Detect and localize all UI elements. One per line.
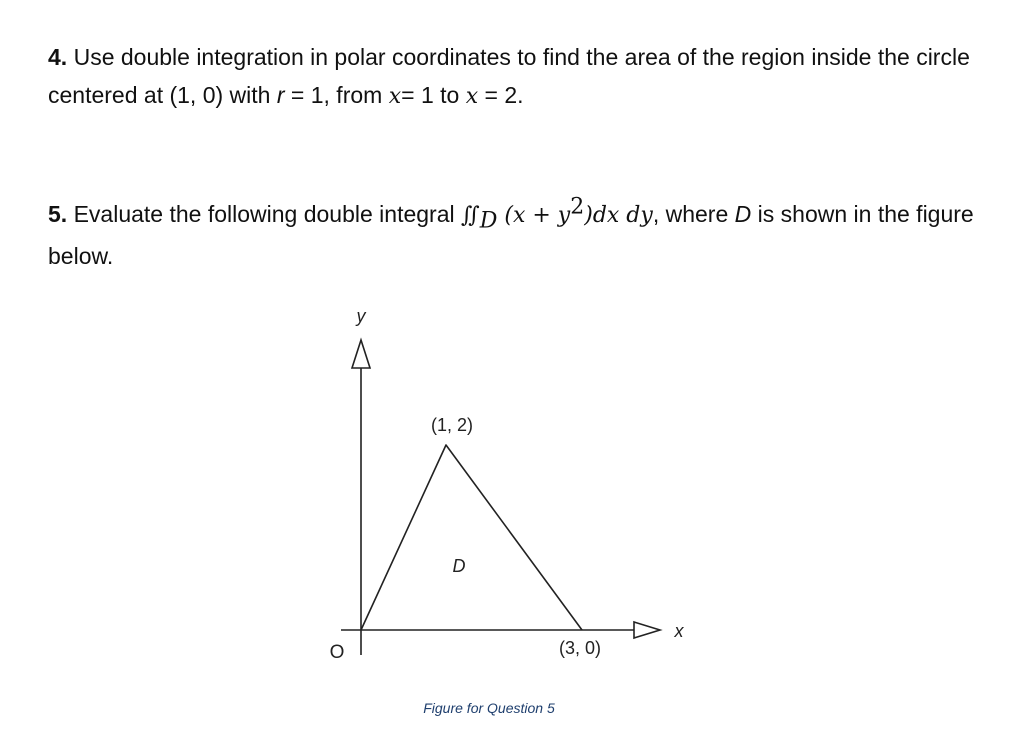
figure-caption: Figure for Question 5 [423, 700, 555, 716]
question-5-text-part3: is shown in the figure below. [48, 201, 974, 269]
double-integral-symbol: ∬ [461, 203, 480, 228]
y-axis-arrowhead [352, 340, 370, 368]
question-5-text-part1: Evaluate the following double integral [67, 201, 462, 227]
integrand-close: )dx dy [584, 203, 653, 228]
triangle-d-edges [361, 445, 582, 630]
question-4-text-part1: Use double integration in polar coordinates to find the area of the region inside the circle centered at (1, 0) with [48, 44, 970, 108]
region-d-label: D [452, 556, 466, 576]
variable-r: r [276, 82, 285, 108]
apex-point-label: (1, 2) [430, 415, 474, 435]
region-d-text: D [734, 201, 752, 227]
variable-x-first: x [388, 84, 402, 109]
origin-label: O [329, 642, 345, 663]
x-axis-label: x [674, 621, 684, 641]
integrand-exponent: 2 [570, 194, 585, 220]
question-4-text-part2: = 1, from [284, 82, 389, 108]
y-axis-label: y [356, 306, 366, 326]
integrand-open: (x + y [497, 203, 571, 228]
question-4-text-part4: = 2. [478, 82, 524, 108]
integral-subscript-d: D [479, 208, 498, 234]
question-5-text-part2: , where [652, 201, 735, 227]
question-4-number: 4. [48, 44, 68, 70]
right-vertex-label: (3, 0) [558, 638, 602, 658]
x-axis-arrowhead [634, 622, 660, 638]
variable-x-second: x [465, 84, 479, 109]
question-4-text-part3: = 1 to [401, 82, 466, 108]
question-5-number: 5. [48, 201, 68, 227]
